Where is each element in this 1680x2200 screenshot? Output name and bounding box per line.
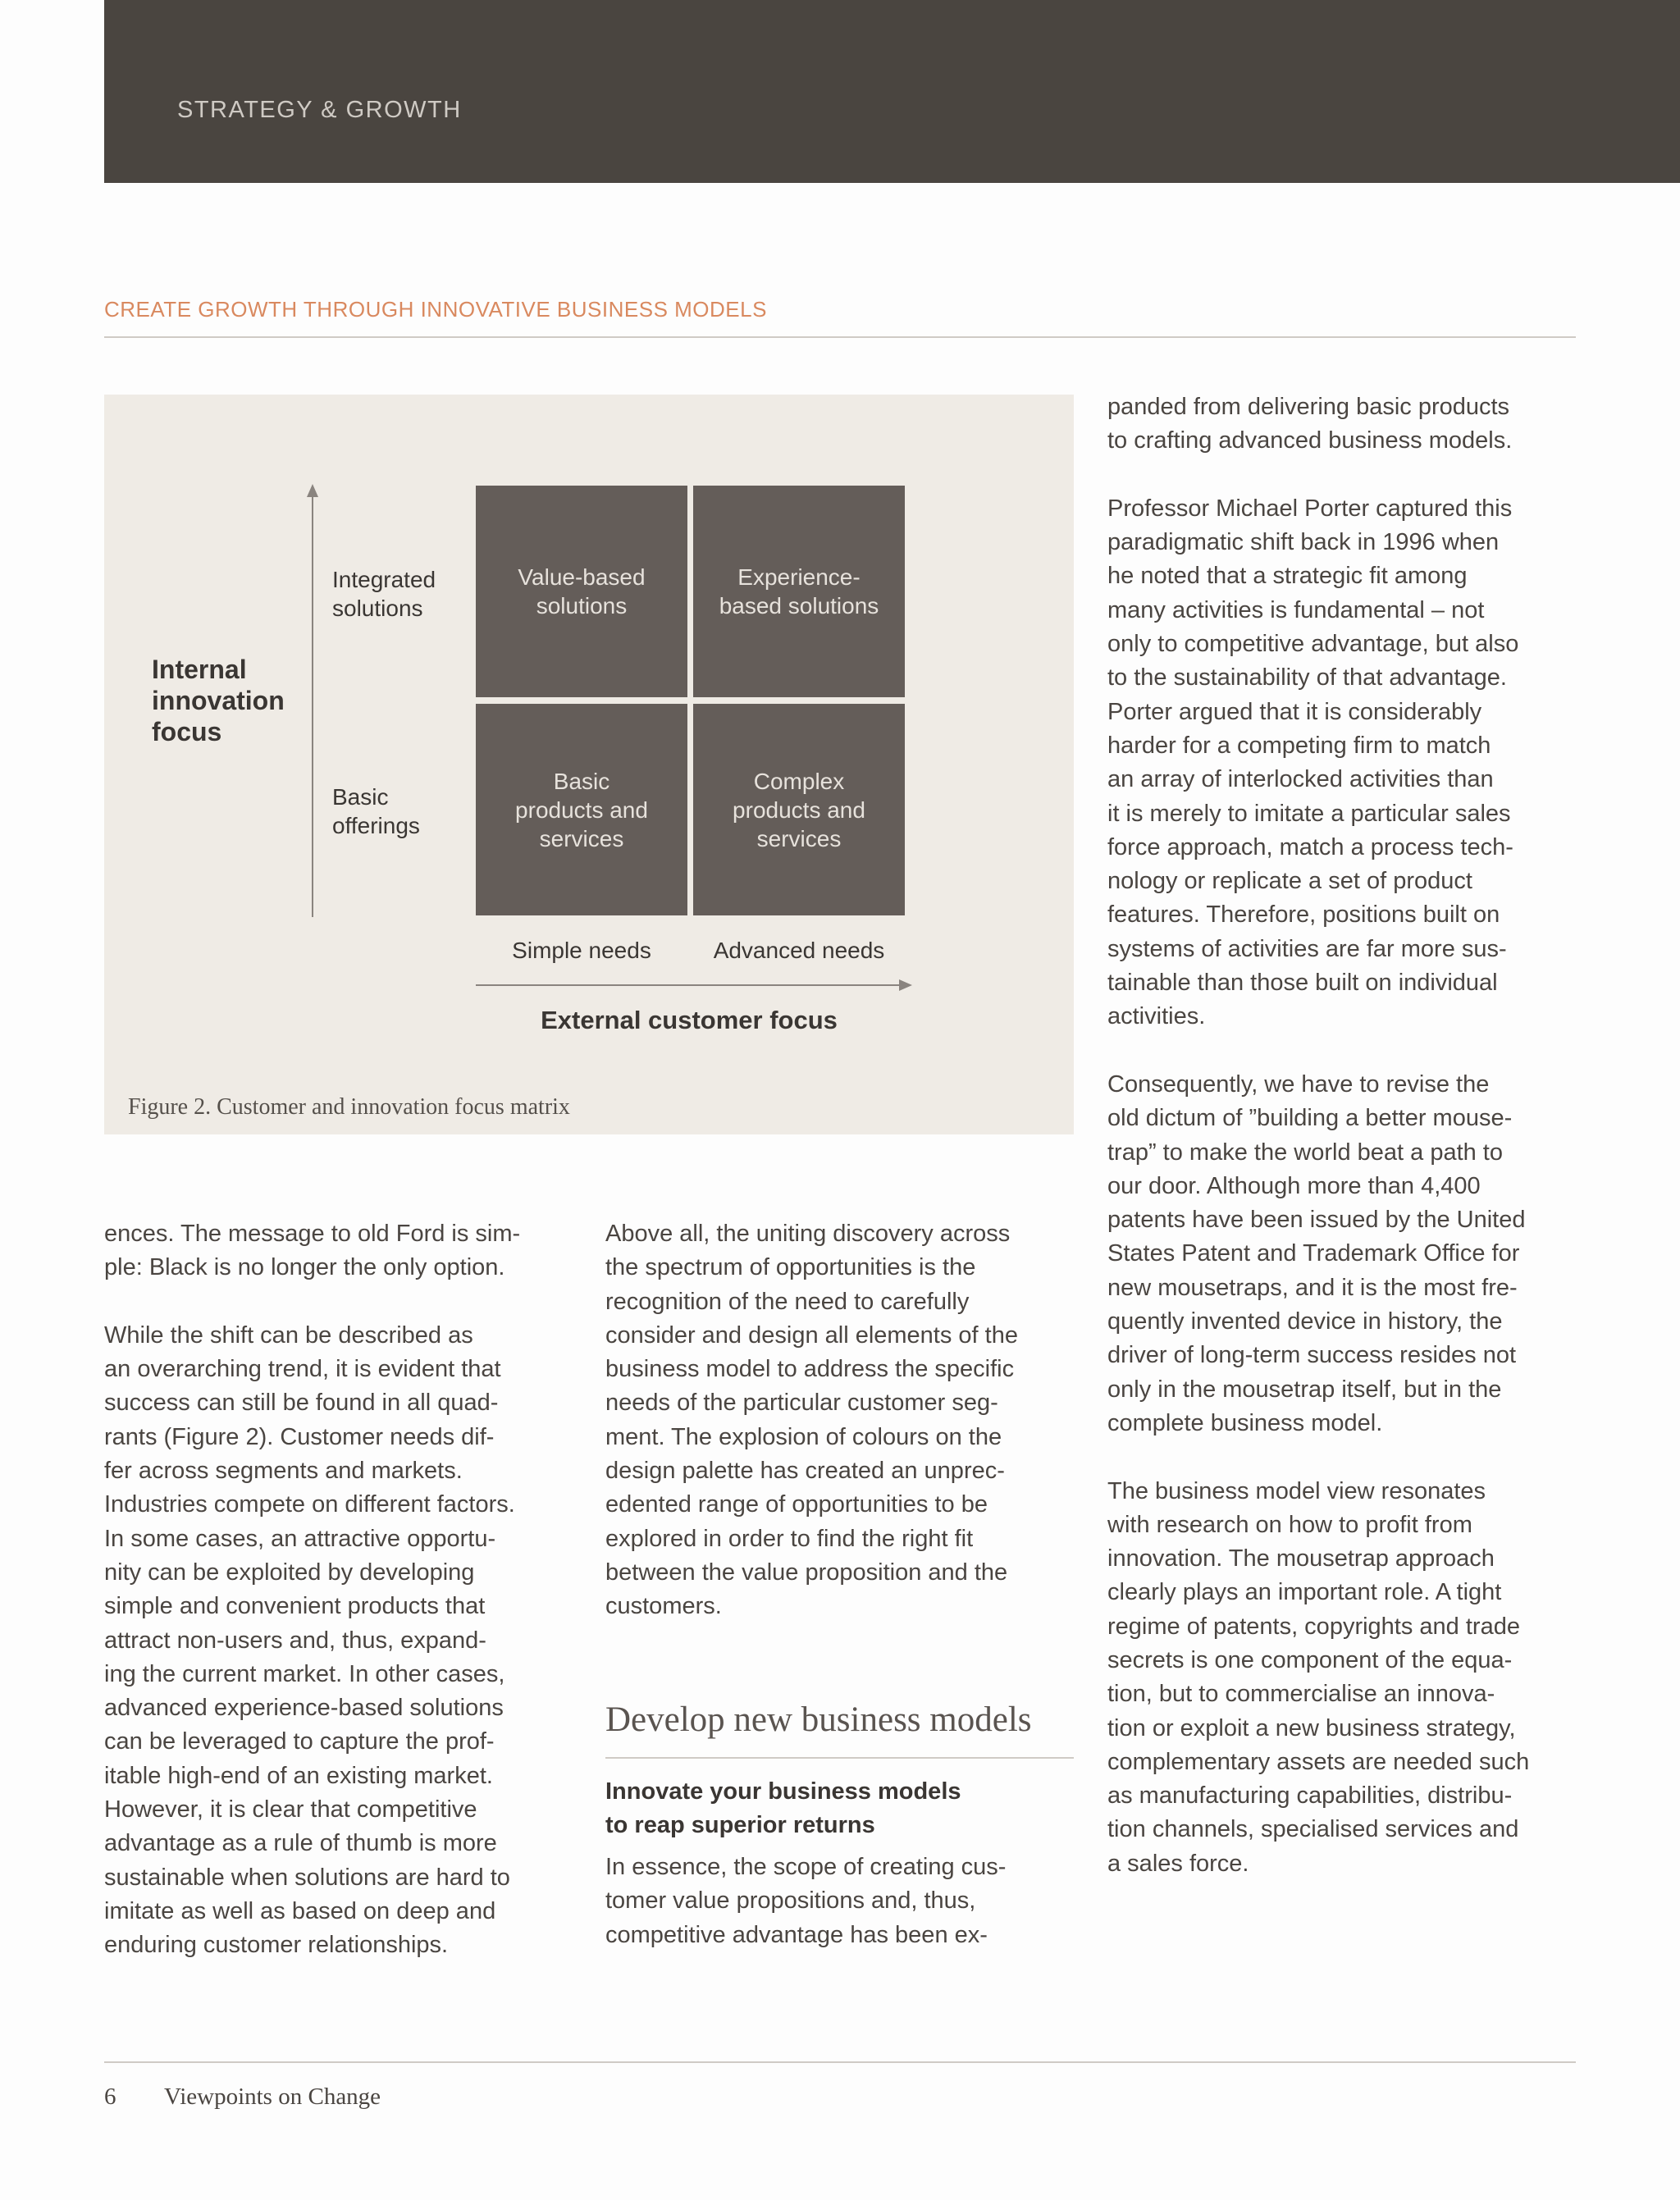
horizontal-axis-line (476, 984, 902, 986)
cell-text: Basic products and services (515, 768, 648, 851)
matrix-cell-value-based (476, 486, 687, 697)
publication-title: Viewpoints on Change (164, 2084, 381, 2110)
col-label-simple: Simple needs (512, 938, 651, 963)
matrix-cell-experience-based (693, 486, 905, 697)
cell-text: Value-based solutions (518, 564, 646, 618)
arrow-right-icon (899, 979, 912, 991)
arrow-up-icon (307, 484, 318, 497)
vertical-axis-line (312, 491, 313, 917)
paragraph: ences. The message to old Ford is sim- ple: Black is no longer the only option. (104, 1221, 521, 1281)
row-label-integrated: Integrated solutions (332, 567, 436, 621)
section-heading: Develop new business models (605, 1700, 1032, 1739)
y-axis-title: Internal innovation focus (152, 655, 285, 746)
paragraph: Consequently, we have to revise the old dictum of ”building a better mouse- trap” to make the world beat a path to our door. Although more than 4,400 patents have been issued by the United States Patent and Trademark Office for new mousetraps, and it is the most fre- quently invented device in history, the driver of long-term success resides not only in the mousetrap itself, but in the complete business model. (1107, 1070, 1526, 1436)
header-band (104, 0, 1680, 183)
col-label-advanced: Advanced needs (713, 938, 885, 963)
x-axis-title: External customer focus (541, 1006, 838, 1034)
header-label: STRATEGY & GROWTH (177, 97, 462, 123)
paragraph: Above all, the uniting discovery across the spectrum of opportunities is the recognition of the need to carefully consider and design all elements of the business model to address the specific needs of the particular customer seg- ment. The explosion of colours on the design palette has created an unprec- edented range of opportunities to be explored in order to find the right fit between the value proposition and the customers. (605, 1221, 1018, 1620)
paragraph: In essence, the scope of creating cus- tomer value propositions and, thus, competitive advantage has been ex- (605, 1854, 1007, 1948)
cell-text: Experience- based solutions (719, 564, 879, 618)
matrix-cell-complex-products (693, 704, 905, 915)
paragraph: panded from delivering basic products to crafting advanced business models. (1107, 394, 1513, 454)
footer-divider (104, 2061, 1576, 2063)
page-number: 6 (104, 2084, 116, 2110)
section-divider (104, 336, 1576, 338)
paragraph: Professor Michael Porter captured this paradigmatic shift back in 1996 when he noted that a strategic fit among many activities is fundamental – not only to competitive advantage, but also to the sustainability of that advantage. Porter argued that it is considerably harder for a competing firm to match an array of interlocked activities than it is merely to imitate a particular sales force approach, match a process tech- nology or replicate a set of product features. Therefore, positions built on systems of activities are far more sus- tainable than those built on individual activities. (1107, 495, 1519, 1030)
cell-text: Complex products and services (733, 768, 865, 851)
body-column-3 (1107, 390, 1600, 1881)
paragraph: The business model view resonates with research on how to profit from innovation. The mousetrap approach clearly plays an important role. A tight regime of patents, copyrights and trade secrets is one component of the equa- tion, but to commercialise an innova- tion or exploit a new business strategy, complementary assets are needed such as manufacturing capabilities, distribu- tion channels, specialised services and a sales force. (1107, 1477, 1530, 1877)
figure-caption: Figure 2. Customer and innovation focus matrix (128, 1094, 570, 1120)
paragraph: While the shift can be described as an overarching trend, it is evident that success can still be found in all quad- rants (Figure 2). Customer needs dif- fer across segments and markets. Industries compete on different factors. In some cases, an attractive opportu- nity can be exploited by developing simple and convenient products that attract non-users and, thus, expand- ing the current market. In other cases, advanced experience-based solutions can be leveraged to capture the prof- itable high-end of an existing market. However, it is clear that competitive advantage as a rule of thumb is more sustainable when solutions are hard to imitate as well as based on deep and enduring customer relationships. (104, 1321, 515, 1959)
body-column-2-continued (605, 1851, 1081, 1952)
subheading: Innovate your business models to reap superior returns (605, 1778, 961, 1839)
body-column-1 (104, 1217, 580, 1963)
section-label: CREATE GROWTH THROUGH INNOVATIVE BUSINESS MODELS (104, 297, 767, 322)
row-label-basic: Basic offerings (332, 784, 420, 838)
matrix-cell-basic-products (476, 704, 687, 915)
body-column-2 (605, 1217, 1081, 1624)
heading-divider (605, 1757, 1074, 1759)
